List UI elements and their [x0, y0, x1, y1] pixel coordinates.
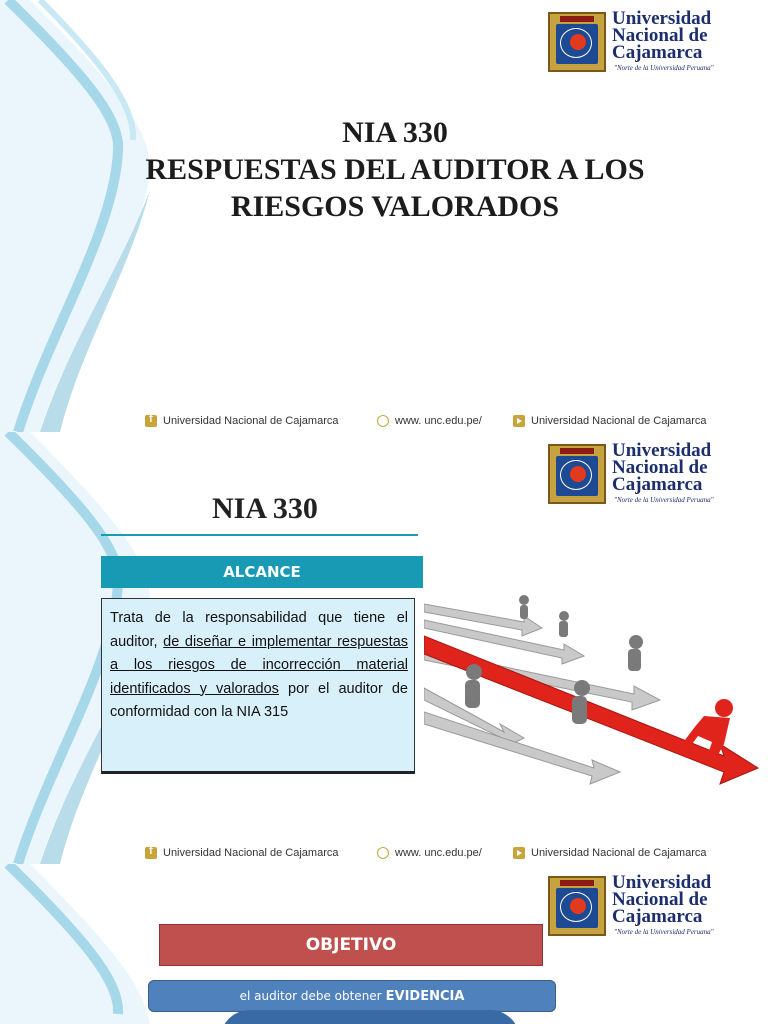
- title-line: NIA 330: [342, 116, 448, 149]
- youtube-icon: [513, 847, 525, 859]
- university-name: Universidad Nacional de Cajamarca: [612, 872, 712, 927]
- university-name: Universidad Nacional de Cajamarca: [612, 440, 712, 495]
- slide-objetivo: [0, 864, 768, 1024]
- slide-title: NIA 330: [212, 492, 318, 525]
- footer-youtube[interactable]: Universidad Nacional de Cajamarca: [513, 847, 706, 859]
- slide-footer: [145, 415, 745, 429]
- footer-youtube[interactable]: Universidad Nacional de Cajamarca: [513, 415, 706, 427]
- slide-title-text: [100, 114, 690, 225]
- evidencia-banner: el auditor debe obtener EVIDENCIA: [148, 980, 556, 1012]
- university-motto: "Norte de la Universidad Peruana": [614, 928, 714, 936]
- footer-website[interactable]: www. unc.edu.pe/: [377, 415, 482, 427]
- title-line: RIESGOS VALORADOS: [230, 190, 560, 223]
- university-logo: [548, 440, 758, 508]
- slide-title: [0, 0, 768, 432]
- university-motto: "Norte de la Universidad Peruana": [614, 64, 714, 72]
- globe-icon: [377, 847, 389, 859]
- university-logo: [548, 8, 758, 76]
- footer-website[interactable]: www. unc.edu.pe/: [377, 847, 482, 859]
- section-header-objetivo: OBJETIVO: [159, 924, 543, 966]
- race-illustration: [424, 592, 764, 792]
- title-line: RESPUESTAS DEL AUDITOR A LOS: [145, 153, 645, 186]
- slide-footer: [145, 847, 745, 861]
- title-underline: [101, 534, 418, 536]
- university-seal: [548, 876, 606, 936]
- university-name: Universidad Nacional de Cajamarca: [612, 8, 712, 63]
- university-motto: "Norte de la Universidad Peruana": [614, 496, 714, 504]
- university-logo: [548, 872, 758, 940]
- underlined-text: de diseñar e implementar respuestas a los riesgos de incorrección material identificados y valorados: [110, 633, 409, 697]
- facebook-icon: [145, 415, 157, 427]
- facebook-icon: [145, 847, 157, 859]
- university-seal: [548, 444, 606, 504]
- university-seal: [548, 12, 606, 72]
- diagram-arc: [220, 1010, 520, 1024]
- globe-icon: [377, 415, 389, 427]
- footer-facebook[interactable]: f Universidad Nacional de Cajamarca: [145, 415, 338, 427]
- section-header-alcance: ALCANCE: [101, 556, 423, 588]
- slide-alcance: [0, 432, 768, 864]
- alcance-text-box: Trata de la responsabilidad que tiene el auditor, de diseñar e implementar respuestas a los riesgos de incorrección material identificados y valorados por el auditor de conformidad con la NIA 315: [101, 598, 415, 774]
- footer-facebook[interactable]: f Universidad Nacional de Cajamarca: [145, 847, 338, 859]
- youtube-icon: [513, 415, 525, 427]
